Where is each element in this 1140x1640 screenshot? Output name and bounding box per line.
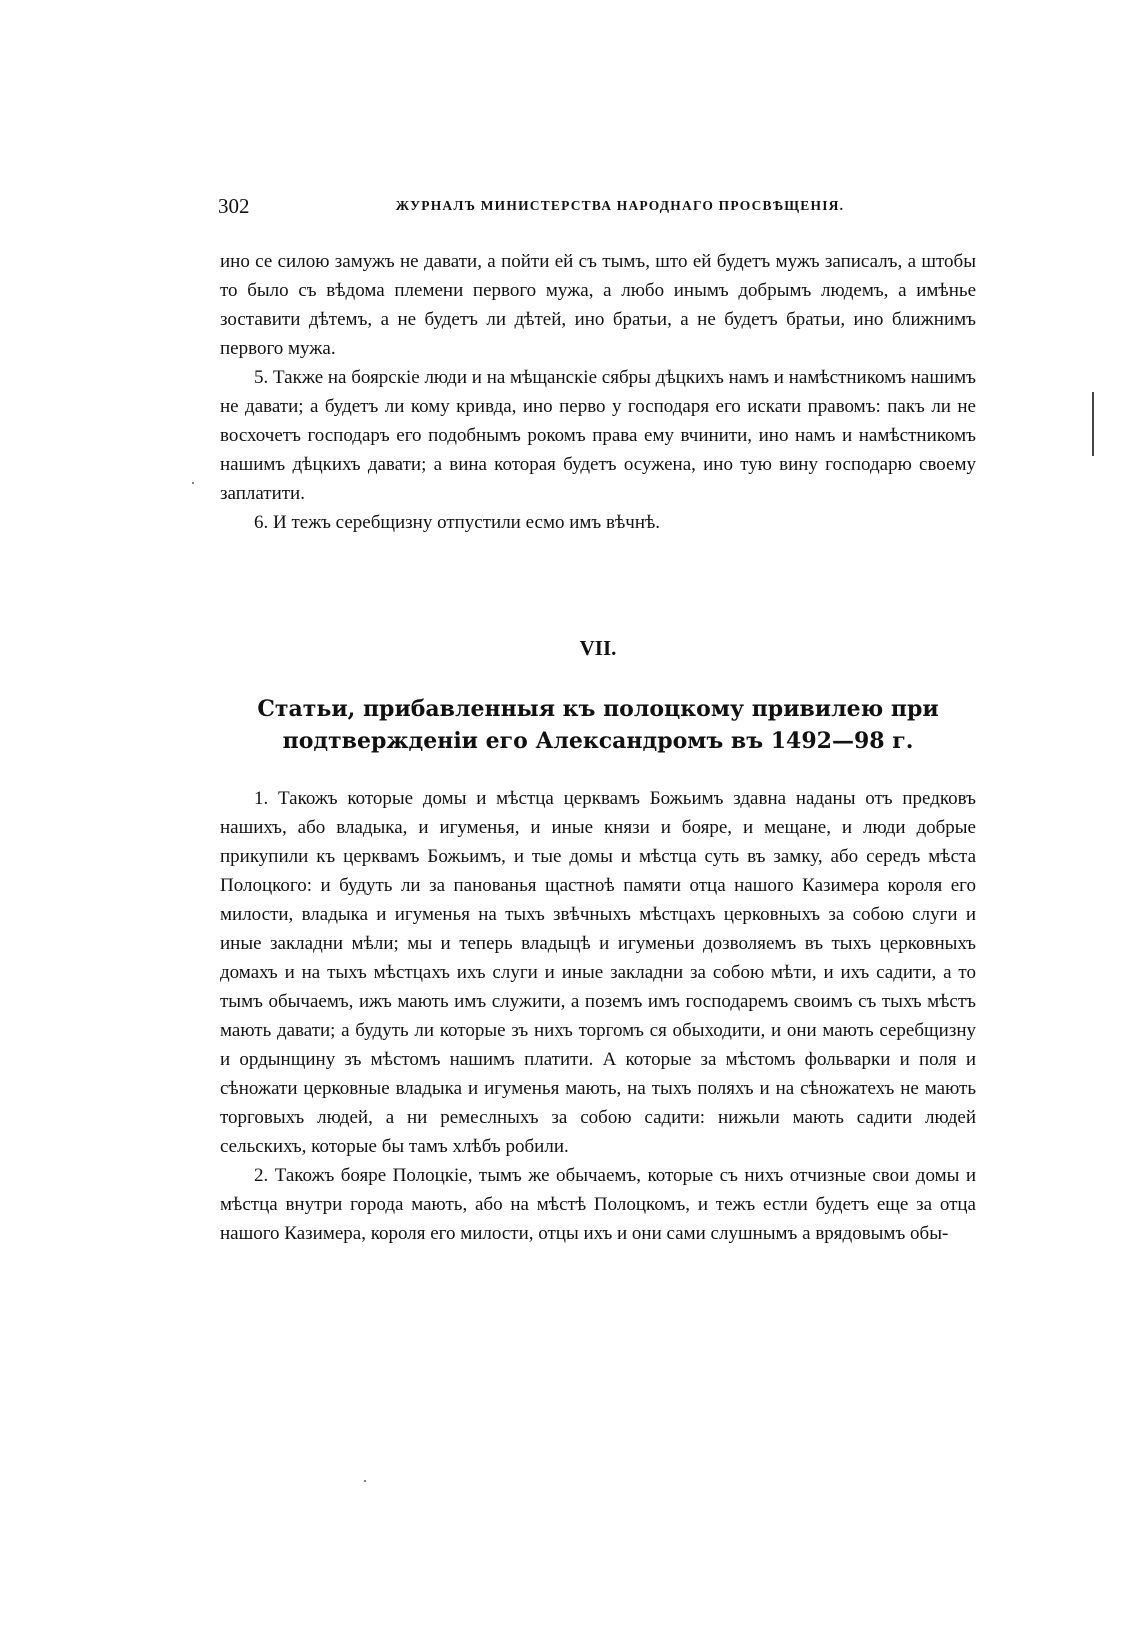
page-header: [218, 194, 974, 222]
paragraph-continuation: ино се силою замужъ не давати, а пойти ей съ тымъ, што ей будетъ мужъ записалъ, а штобы то было съ вѣдома племени первого мужа, а любо инымъ добрымъ людемъ, а имѣнье зоставити дѣтемъ, а не будетъ ли дѣтей, ино братьи, а не будетъ братьи, ино ближнимъ первого мужа.: [220, 251, 976, 359]
scan-speck: [192, 482, 194, 484]
paragraph-item-6: 6. И тежъ серебщизну отпустили есмо имъ вѣчнѣ.: [254, 512, 661, 533]
section-heading: [220, 693, 976, 757]
section-paragraph-2: 2. Такожъ бояре Полоцкіе, тымъ же обычаемъ, которые съ нихъ отчизные свои домы и мѣстца внутри города мають, або на мѣстѣ Полоцкомъ, и тежъ естли будетъ еще за отца нашого Казимера, короля его милости, отцы ихъ и они сами слушнымъ а врядовымъ обы-: [220, 1165, 976, 1244]
paragraph-item-5: 5. Также на боярскіе люди и на мѣщанскіе сябры дѣцкихъ намъ и намѣстникомъ нашимъ не давати; а будетъ ли кому кривда, ино перво у господаря его искати правомъ: пакъ ли не восхочетъ господаръ его подобнымъ рокомъ права ему вчинити, ино намъ и намѣстникомъ нашимъ дѣцкихъ давати; а вина которая будетъ осужена, ино тую вину господарю своему заплатити.: [220, 367, 976, 504]
margin-mark: [1092, 392, 1094, 456]
section-heading-line-1: Статьи, прибавленныя къ полоцкому привилею при: [257, 696, 939, 722]
running-title: ЖУРНАЛЪ МИНИСТЕРСТВА НАРОДНАГО ПРОСВѢЩЕНІЯ.: [395, 198, 845, 213]
section-heading-line-2: подтвержденіи его Александромъ въ 1492—98 г.: [282, 728, 914, 754]
section-paragraph-1: 1. Такожъ которые домы и мѣстца церквамъ Божьимъ здавна наданы отъ предковъ нашихъ, або владыка, и игуменья, и иные князи и бояре, и мещане, и люди добрые прикупили къ церквамъ Божьимъ, и тые домы и мѣстца суть въ замку, або середъ мѣста Полоцкого: и будуть ли за панованья щастноѣ памяти отца нашого Казимера короля его милости, владыка и игуменья на тыхъ звѣчныхъ мѣстцахъ церковныхъ за собою слуги и иные закладни мѣли; мы и теперь владыцѣ и игуменьи дозволяемъ въ тыхъ церковныхъ домахъ и на тыхъ мѣстцахъ ихъ слуги и иные закладни за собою мѣти, и ихъ садити, а то тымъ обычаемъ, ижъ мають имъ служити, а поземъ имъ господаремъ своимъ съ тыхъ мѣстъ мають давати; а будуть ли которые зъ нихъ торгомъ ся обыходити, и они мають серебщизну и ордынщину зъ мѣстомъ нашимъ платити. А которые за мѣстомъ фольварки и поля и сѣножати церковные владыка и игуменья мають, на тыхъ поляхъ и на сѣножатехъ не мають торговыхъ людей, а ни ремеслныхъ за собою садити: нижьли мають садити людей сельскихъ, которые бы тамъ хлѣбъ робили.: [220, 788, 976, 1157]
section-text-block: [220, 784, 976, 1248]
top-text-block: [220, 247, 976, 537]
section-number: VII.: [579, 636, 617, 660]
scan-speck: [364, 1480, 366, 1482]
page-number: 302: [218, 194, 250, 218]
